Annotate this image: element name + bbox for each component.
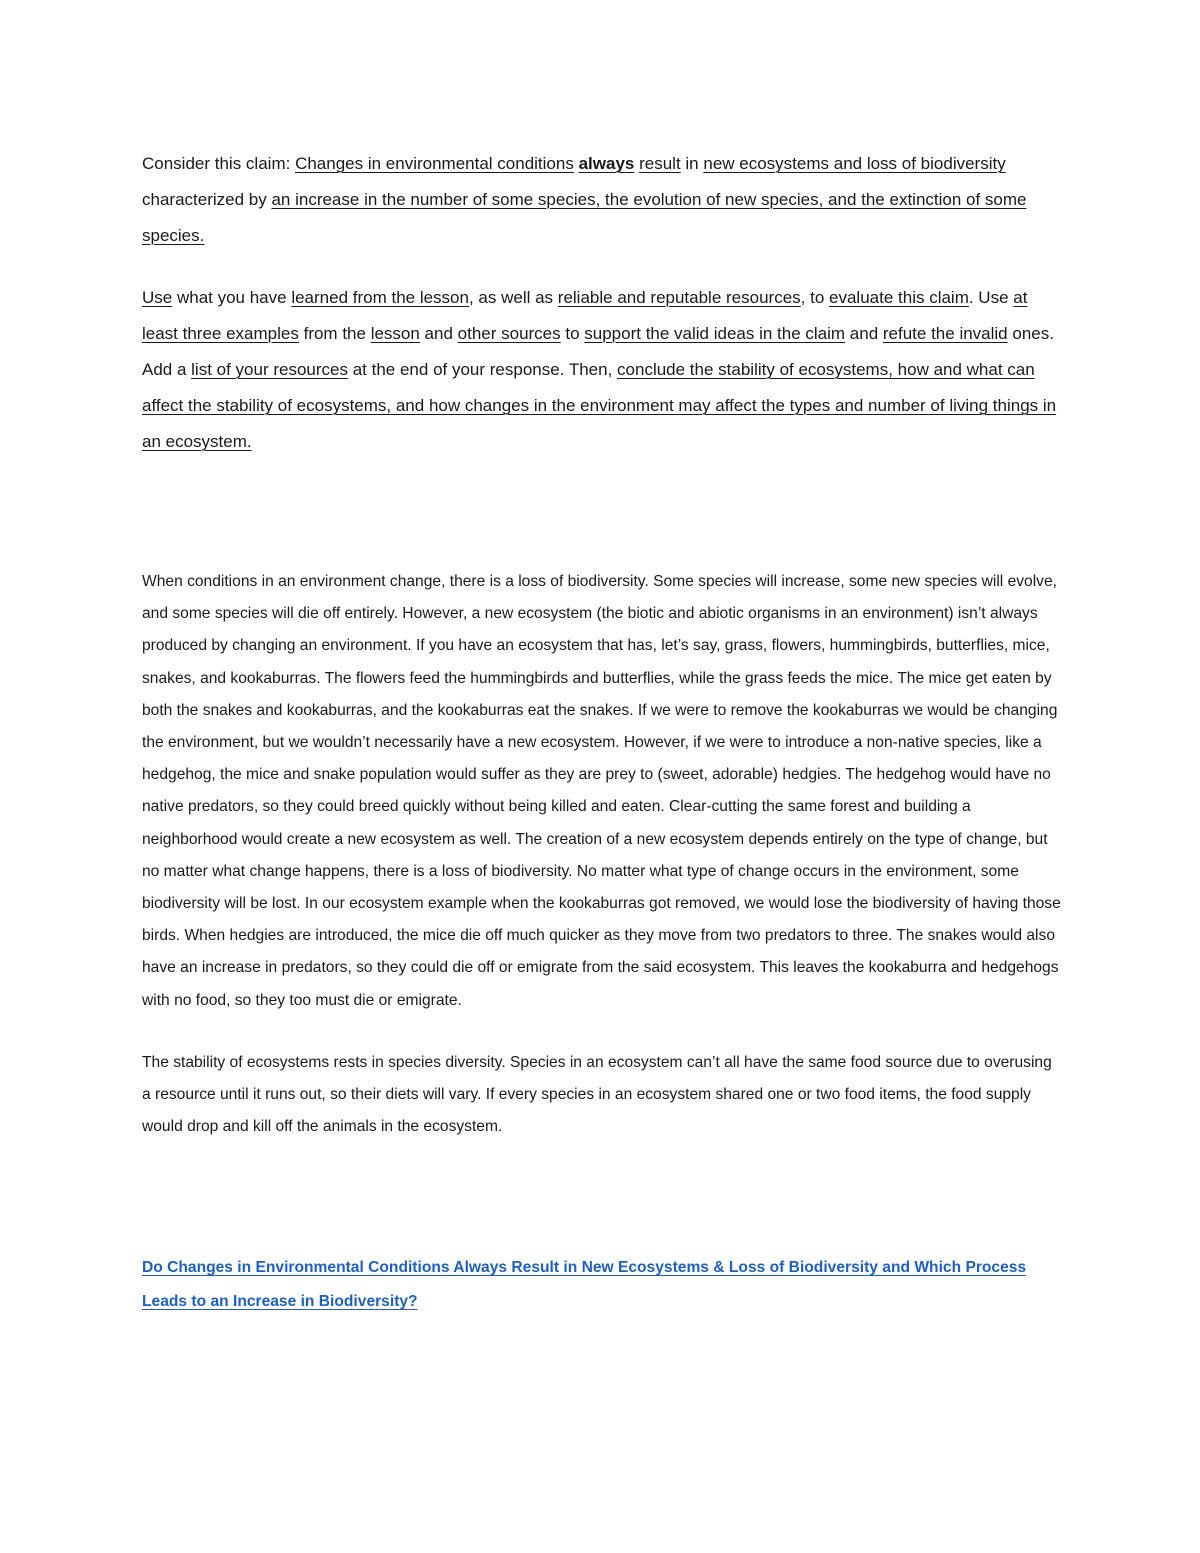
text-run: ones. Add a <box>142 324 1054 379</box>
text-run: at the end of your response. Then, <box>348 360 618 379</box>
text-run: , as well as <box>468 288 558 307</box>
resource-list <box>142 1251 1062 1319</box>
prompt-claim <box>142 146 1062 254</box>
text-run: support the valid ideas in the claim <box>584 324 846 343</box>
text-run: list of your resources <box>191 360 348 379</box>
response-body <box>142 566 1062 1143</box>
text-run: at least three examples <box>142 288 1028 343</box>
text-run: other sources <box>457 324 561 343</box>
document-page <box>142 146 1062 1319</box>
text-run: conclude the stability of ecosystems, how and what can affect the stability of ecosystems, and how changes in the environment may affect the types and number of living things in an ecosystem. <box>142 360 1057 451</box>
response-paragraph-2: The stability of ecosystems rests in species diversity. Species in an ecosystem can’t all have the same food source due to overusing a resource until it runs out, so their diets will vary. If every species in an ecosystem shared one or two food items, the food supply would drop and kill off the animals in the ecosystem. <box>142 1053 1052 1136</box>
text-run: from the <box>298 324 371 343</box>
text-run: . Use <box>968 288 1014 307</box>
text-run: evaluate this claim <box>829 288 969 307</box>
prompt-instructions <box>142 280 1062 460</box>
text-run: result <box>639 154 681 173</box>
text-run: in <box>680 154 704 173</box>
text-run: refute the invalid <box>882 324 1008 343</box>
text-run: learned from the lesson <box>291 288 469 307</box>
text-run: what you have <box>172 288 292 307</box>
text-run: always <box>578 154 635 173</box>
text-run: Consider this claim: <box>142 154 296 173</box>
response-paragraph-1: When conditions in an environment change, there is a loss of biodiversity. Some species will increase, some new species will evolve, and some species will die off entirely. However, a new ecosystem (the biotic and abiotic organisms in an environment) isn’t always produced by changing an environment. If you have an ecosystem that has, let’s say, grass, flowers, hummingbirds, butterflies, mice, snakes, and kookaburras. The flowers feed the hummingbirds and butterflies, while the grass feeds the mice. The mice get eaten by both the snakes and kookaburras, and the kookaburras eat the snakes. If we were to remove the kookaburras we would be changing the environment, but we wouldn’t necessarily have a new ecosystem. However, if we were to introduce a non-native species, like a hedgehog, the mice and snake population would suffer as they are prey to (sweet, adorable) hedgies. The hedgehog would have no native predators, so they could breed quickly without being killed and eaten. Clear-cutting the same forest and building a neighborhood would create a new ecosystem as well. The creation of a new ecosystem depends entirely on the type of change, but no matter what change happens, there is a loss of biodiversity. No matter what type of change occurs in the environment, some biodiversity will be lost. In our ecosystem example when the kookaburras got removed, we would lose the biodiversity of having those birds. When hedgies are introduced, the mice die off much quicker as they move from two predators to three. The snakes would also have an increase in predators, so they could die off or emigrate from the said ecosystem. This leaves the kookaburra and hedgehogs with no food, so they too must die or emigrate. <box>142 573 1061 1009</box>
text-run: lesson <box>370 324 420 343</box>
text-run: to <box>560 324 585 343</box>
text-run: Use <box>142 288 173 307</box>
resource-link[interactable]: Do Changes in Environmental Conditions Always Result in New Ecosystems & Loss of Biodiversity and Which Process Leads to an Increase in Biodiversity? <box>142 1259 1027 1311</box>
text-run: and <box>419 324 458 343</box>
text-run: , to <box>800 288 830 307</box>
text-run: an increase in the number of some species, the evolution of new species, and the extinction of some species. <box>142 190 1027 245</box>
text-run: new ecosystems and loss of biodiversity <box>703 154 1006 173</box>
text-run: characterized by <box>142 190 272 209</box>
text-run: Changes in environmental conditions <box>295 154 574 173</box>
text-run: reliable and reputable resources <box>557 288 801 307</box>
text-run: and <box>845 324 883 343</box>
